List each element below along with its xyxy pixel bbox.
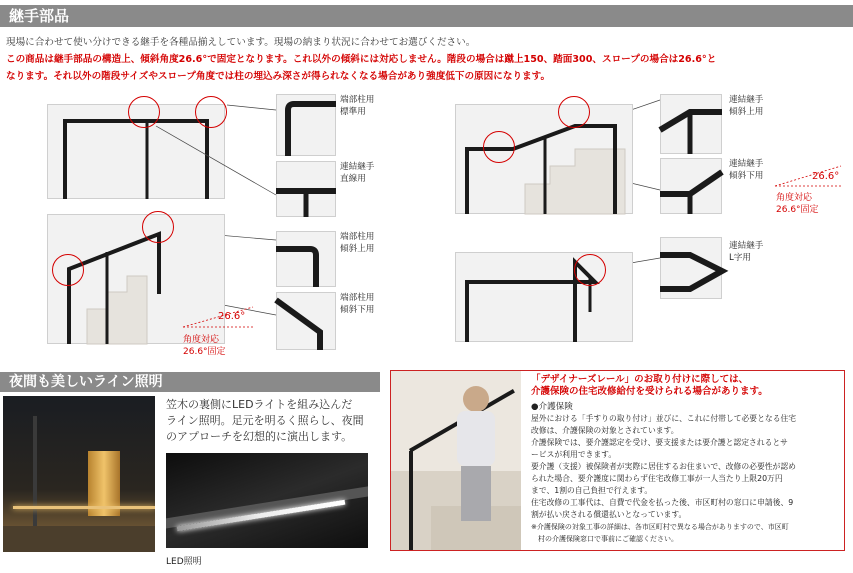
end-down-drawing xyxy=(276,292,336,350)
end-standard-drawing xyxy=(276,94,336,156)
notice-footnote: ※介護保険の対象工事の詳細は、各市区町村で異なる場合がありますので、市区町 xyxy=(531,523,789,531)
notice-body xyxy=(531,413,843,545)
led-photo xyxy=(166,453,368,548)
notice-line: られた場合、要介護度に関わらず住宅改修工事が一人当たり上限20万円 xyxy=(531,474,783,483)
notice-heading: ●介護保険 xyxy=(531,402,573,412)
end-standard-label: 端部柱用 標準用 xyxy=(340,95,375,117)
notice-line: 屋外における「手すりの取り付け」並びに、これに付帯して必要となる住宅 xyxy=(531,414,797,423)
lighting-desc-2: ライン照明。足元を明るく照らし、夜間 xyxy=(166,414,364,427)
joint-l-label: 連結継手 L字用 xyxy=(729,241,764,263)
angle-value-right: 26.6° xyxy=(812,171,840,182)
joint-straight-label: 連結継手 直線用 xyxy=(340,162,375,184)
led-caption: LED照明 xyxy=(166,557,202,567)
intro-text: 現場に合わせて使い分けできる継手を各種品揃えしています。現場の納まり状況に合わせてお選びください。 xyxy=(6,37,476,48)
l-joint-drawing xyxy=(455,252,633,342)
joint-down-drawing xyxy=(660,158,722,214)
notice-line: 改修は、介護保険の対象とされています。 xyxy=(531,426,679,435)
section-title-joints: 継手部品 xyxy=(0,5,853,27)
joint-up-drawing xyxy=(660,94,722,154)
warning-text-2: なります。それ以外の階段サイズやスロープ角度では柱の埋込み深さが得られなくなる場合があり強度低下の原因になります。 xyxy=(6,71,551,82)
angle-label-right: 角度対応 26.6°固定 xyxy=(776,193,819,215)
angle-label-left: 角度対応 26.6°固定 xyxy=(183,335,226,357)
night-photo xyxy=(3,396,155,552)
notice-footnote: 村の介護保険窓口で事前にご確認ください。 xyxy=(531,535,678,543)
joint-highlight-stair-top xyxy=(142,211,174,243)
end-down-label: 端部柱用 傾斜下用 xyxy=(340,293,375,315)
stairs-photo xyxy=(391,371,521,550)
joint-straight-drawing xyxy=(276,161,336,217)
notice-title-1: 「デザイナーズレール」のお取り付けに際しては、 xyxy=(531,374,749,385)
joint-highlight-stair-bottom xyxy=(52,254,84,286)
notice-line: 割が払い戻される償還払いとなっています。 xyxy=(531,510,687,519)
end-up-label: 端部柱用 傾斜上用 xyxy=(340,232,375,254)
joint-highlight-down xyxy=(483,131,515,163)
section-title-lighting: 夜間も美しいライン照明 xyxy=(0,372,380,392)
stair-joint-drawing xyxy=(455,104,633,214)
warning-text-1: この商品は継手部品の構造上、傾斜角度26.6°で固定となります。これ以外の傾斜には対応しません。階段の場合は蹴上150、踏面300、スロープの場合は26.6°と xyxy=(6,54,717,65)
end-up-drawing xyxy=(276,231,336,287)
notice-line: まで、1割の自己負担で行えます。 xyxy=(531,486,653,495)
angle-value-left: 26.6° xyxy=(218,311,246,322)
joint-up-label: 連結継手 傾斜上用 xyxy=(729,95,764,117)
notice-title-2: 介護保険の住宅改修給付を受けられる場合があります。 xyxy=(531,386,768,397)
notice-line: 介護保険では、要介護認定を受け、要支援または要介護と認定されるとサ xyxy=(531,438,788,447)
joint-down-label: 連結継手 傾斜下用 xyxy=(729,159,764,181)
joint-l-drawing xyxy=(660,237,722,299)
lighting-desc-3: のアプローチを幻想的に演出します。 xyxy=(166,430,353,443)
notice-line: 住宅改修の工事代は、自費で代金を払った後、市区町村の窓口に申請後、9 xyxy=(531,498,794,507)
notice-line: 要介護（支援）被保険者が実際に居住するお住まいで、改修の必要性が認め xyxy=(531,462,796,471)
joint-highlight-up xyxy=(558,96,590,128)
lighting-desc-1: 笠木の裏側にLEDライトを組み込んだ xyxy=(166,398,353,411)
joint-highlight-l xyxy=(574,254,606,286)
notice-line: ービスが利用できます。 xyxy=(531,450,617,459)
